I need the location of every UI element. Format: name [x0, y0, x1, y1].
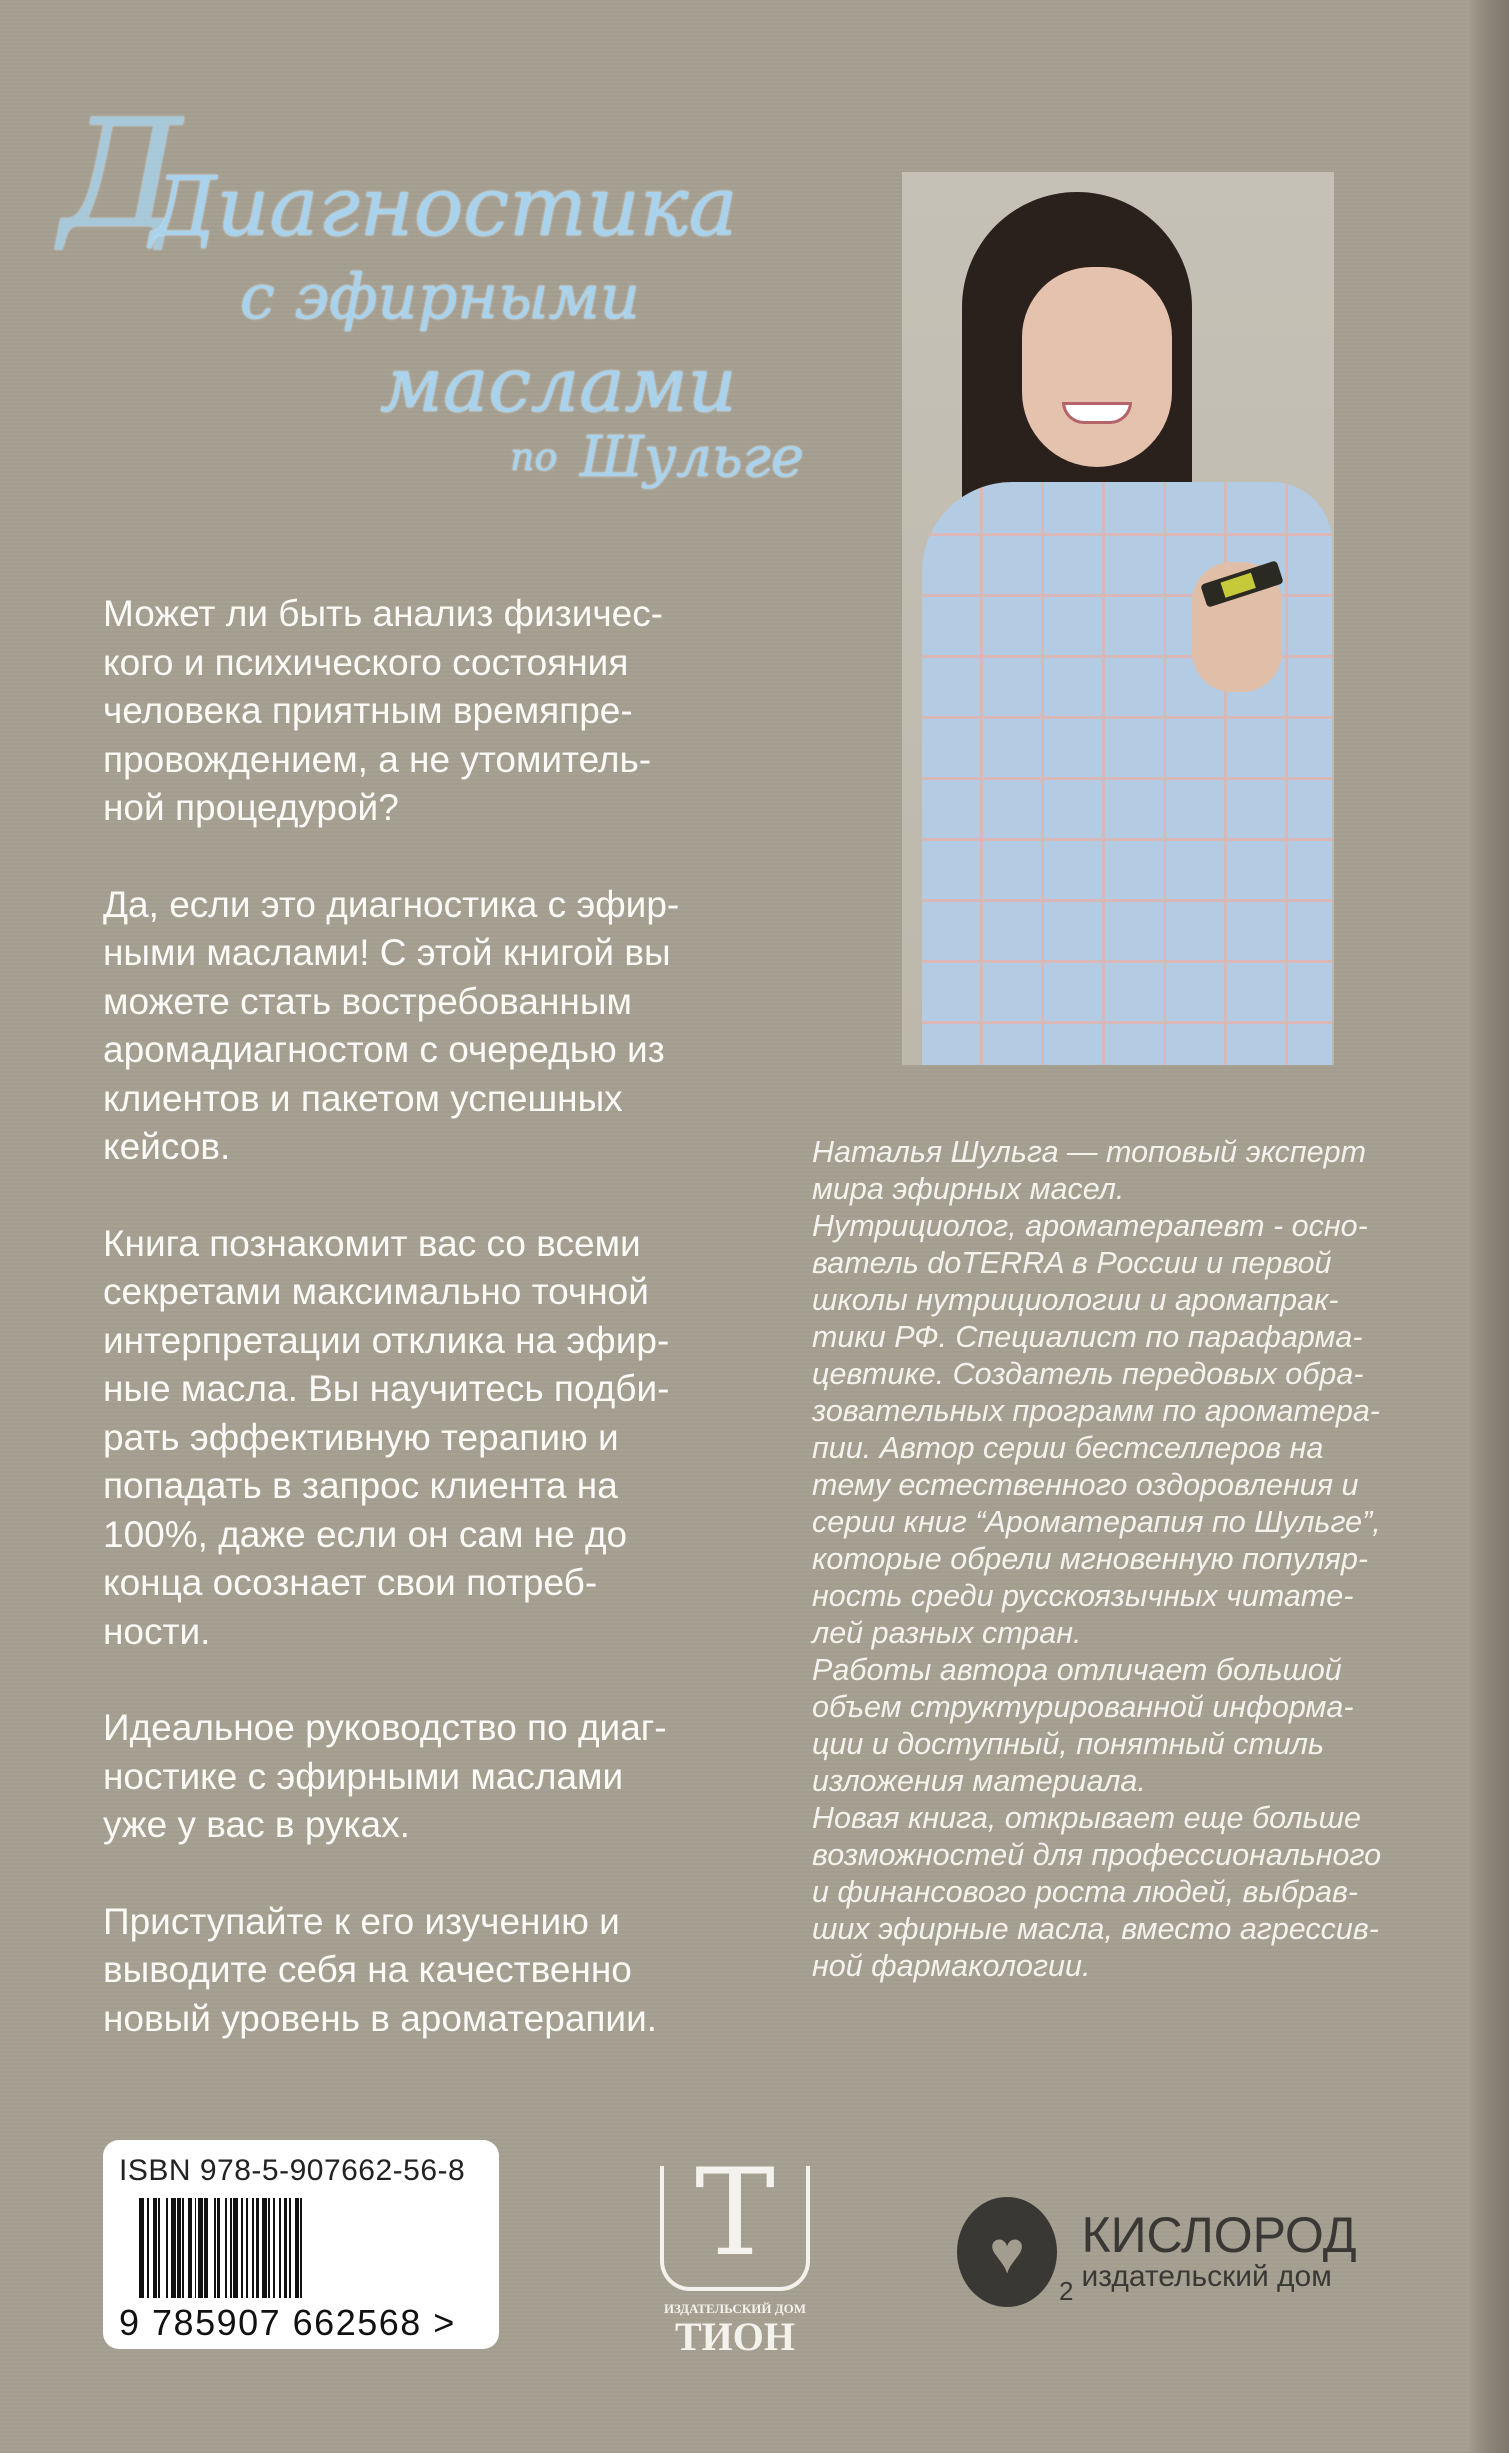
book-icon: Т [660, 2166, 810, 2291]
text-line: Приступайте к его изучению и [103, 1900, 620, 1942]
bio-line: ной фармакологии. [812, 1949, 1091, 1983]
description-paragraph [103, 881, 763, 1172]
isbn-barcode [103, 2140, 499, 2349]
bio-line: изложения материала. [812, 1764, 1146, 1798]
text-line: конца осознает свои потреб- [103, 1562, 598, 1603]
text-line: можете стать востребованным [103, 980, 632, 1022]
text-line: выводите себя на качественно [103, 1949, 632, 1990]
title-line-2: с эфирными [240, 260, 640, 333]
description [103, 590, 763, 2091]
text-line: кейсов. [103, 1126, 231, 1167]
title-line-4: по [510, 435, 558, 479]
title-line-5: Шульге [580, 425, 804, 490]
bio-line: тему естественного оздоровления и [812, 1468, 1359, 1502]
text-line: человека приятным времяпре- [103, 690, 633, 731]
kislorod-subtitle: издательский дом [1081, 2260, 1332, 2293]
text-line: Может ли быть анализ физичес- [103, 593, 664, 634]
bio-line: которые обрели мгновенную популяр- [812, 1542, 1369, 1576]
ean-number: 9 785907 662568 > [119, 2302, 456, 2343]
tion-name: ТИОН [674, 2314, 796, 2359]
bio-line: тики РФ. Специалист по парафарма- [812, 1320, 1363, 1354]
text-line: ности. [103, 1610, 211, 1652]
description-paragraph [103, 590, 763, 833]
bio-line: и финансового роста людей, выбрав- [812, 1875, 1359, 1909]
bio-line: цевтике. Создатель передовых обра- [812, 1357, 1364, 1391]
text-line: Да, если это диагностика с эфир- [103, 883, 680, 925]
text-line: Идеальное руководство по диаг- [103, 1707, 667, 1748]
bio-line: Наталья Шульга — топовый эксперт [812, 1135, 1367, 1169]
text-line: рать эффективную терапию и [103, 1416, 619, 1458]
bio-line: серии книг “Ароматерапия по Шульге”, [812, 1505, 1381, 1539]
bio-line: Работы автора отличает большой [812, 1653, 1342, 1687]
text-line: новый уровень в ароматерапии. [103, 1997, 658, 2039]
tion-publisher-logo [657, 2144, 813, 2359]
text-line: уже у вас в руках. [103, 1804, 410, 1845]
text-line: аромадиагностом с очередью из [103, 1029, 665, 1070]
book-title: Д Диагностика с эфирными маслами по Шульге [60, 88, 804, 490]
text-line: Книга познакомит вас со всеми [103, 1222, 641, 1264]
o2-subscript: 2 [1059, 2276, 1074, 2306]
bio-line: лей разных стран. [812, 1616, 1082, 1650]
title-line-3: маслами [380, 340, 737, 429]
heart-icon: ♥ [957, 2197, 1057, 2307]
isbn-text: ISBN 978-5-907662-56-8 [119, 2154, 466, 2187]
title-line-1: Диагностика [150, 160, 738, 255]
author-photo [902, 172, 1334, 1065]
text-line: ные масла. Вы научитесь подби- [103, 1368, 670, 1409]
description-paragraph [103, 1704, 763, 1850]
bio-line: ватель doTERRA в России и первой [812, 1246, 1332, 1280]
author-bio [812, 1134, 1462, 1985]
description-paragraph [103, 1898, 763, 2044]
text-line: провождением, а не утомитель- [103, 738, 652, 780]
kislorod-publisher-logo [957, 2197, 1357, 2307]
bio-line: пии. Автор серии бестселлеров на [812, 1431, 1324, 1465]
bio-line: ших эфирные масла, вместо агрессив- [812, 1912, 1379, 1946]
bio-line: мира эфирных масел. [812, 1172, 1125, 1206]
bio-line: Новая книга, открывает еще больше [812, 1801, 1361, 1835]
bio-line: зовательных программ по ароматера- [812, 1394, 1380, 1428]
text-line: попадать в запрос клиента на [103, 1465, 618, 1506]
bio-line: возможностей для профессионального [812, 1838, 1382, 1872]
bio-line: школы нутрициологии и аромапрак- [812, 1283, 1339, 1317]
bio-line: ции и доступный, понятный стиль [812, 1727, 1325, 1761]
bio-line: объем структурированной информа- [812, 1690, 1354, 1724]
text-line: 100%, даже если он сам не до [103, 1513, 628, 1555]
text-line: клиентов и пакетом успешных [103, 1077, 623, 1119]
kislorod-name: КИСЛОРОД [1081, 2207, 1357, 2263]
bio-line: ность среди русскоязычных читате- [812, 1579, 1354, 1613]
text-line: интерпретации отклика на эфир- [103, 1319, 670, 1361]
text-line: кого и психического состояния [103, 641, 629, 683]
spine-edge [1469, 0, 1509, 2453]
text-line: ностике с эфирными маслами [103, 1755, 624, 1797]
description-paragraph [103, 1220, 763, 1657]
barcode-bars [139, 2198, 483, 2298]
text-line: секретами максимально точной [103, 1271, 649, 1312]
bio-line: Нутрициолог, ароматерапевт - осно- [812, 1209, 1368, 1243]
text-line: ной процедурой? [103, 787, 399, 828]
text-line: ными маслами! С этой книгой вы [103, 932, 671, 973]
tion-subtitle: ИЗДАТЕЛЬСКИЙ ДОМ [663, 2301, 807, 2316]
